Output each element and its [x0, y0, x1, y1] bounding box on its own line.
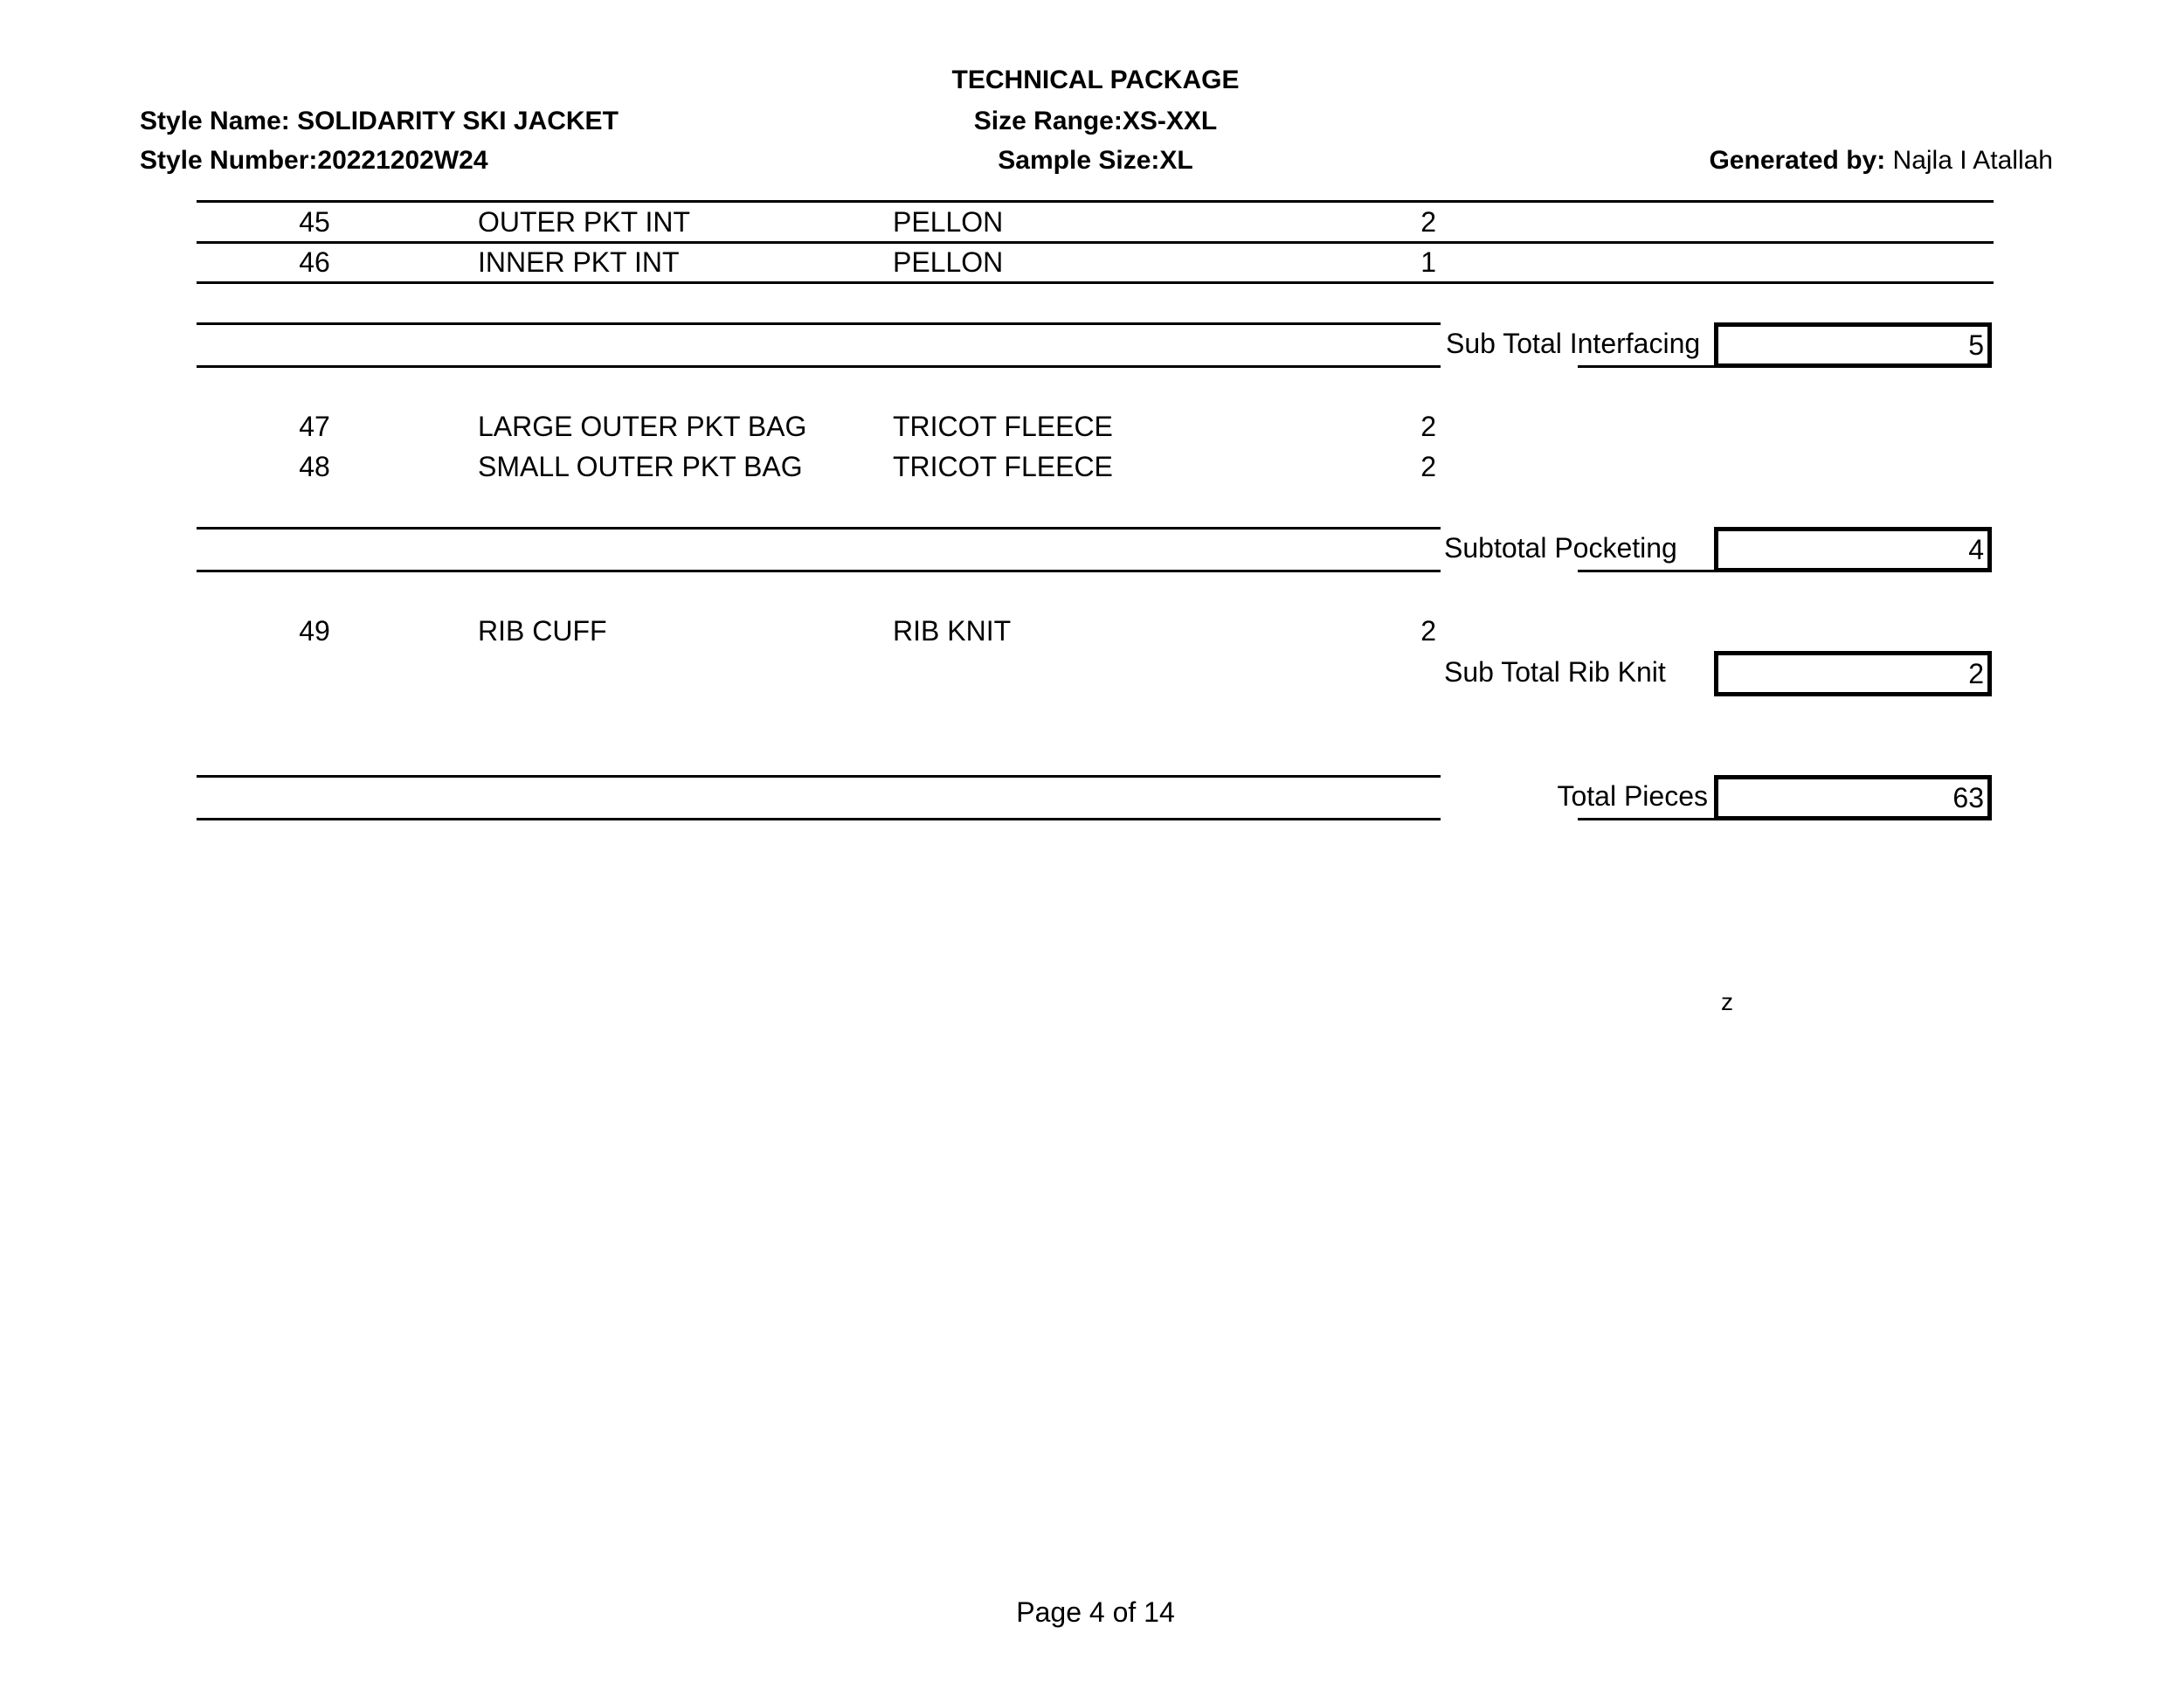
total-pieces-label: Total Pieces: [1557, 780, 1708, 812]
subtotal-pocketing-label: Subtotal Pocketing: [1444, 532, 1677, 564]
subtotal-rib-value: 2: [1714, 651, 1992, 696]
table-row-material: PELLON: [893, 246, 1004, 278]
style-number: Style Number:20221202W24: [140, 146, 488, 175]
table-row-piece: LARGE OUTER PKT BAG: [478, 411, 807, 442]
table-row-piece: OUTER PKT INT: [478, 206, 690, 238]
table-row-material: TRICOT FLEECE: [893, 411, 1113, 442]
sample-size: Sample Size:XL: [998, 146, 1193, 175]
generated-by-label: Generated by:: [1709, 146, 1886, 175]
document-title: TECHNICAL PACKAGE: [951, 66, 1240, 94]
generated-by-value: Najla I Atallah: [1892, 146, 2053, 175]
row-rule: [197, 241, 1994, 244]
table-row-qty: 1: [1420, 246, 1436, 278]
total-rule-bottom: [197, 818, 1441, 820]
total-pieces-value: 63: [1714, 775, 1992, 820]
table-row-material: PELLON: [893, 206, 1004, 238]
table-row-material: RIB KNIT: [893, 615, 1012, 647]
table-row-number: 48: [299, 451, 330, 482]
subtotal-interfacing-label: Sub Total Interfacing: [1446, 328, 1701, 359]
subtotal-label-underline: [1578, 570, 1716, 572]
table-row-number: 49: [299, 615, 330, 647]
subtotal-pocketing-value: 4: [1714, 527, 1992, 572]
subtotal-rule-bottom: [197, 570, 1441, 572]
subtotal-rib-label: Sub Total Rib Knit: [1444, 656, 1666, 688]
table-row-qty: 2: [1420, 206, 1436, 238]
subtotal-rule-top: [197, 322, 1441, 325]
table-row-material: TRICOT FLEECE: [893, 451, 1113, 482]
table-row-number: 47: [299, 411, 330, 442]
total-rule-top: [197, 775, 1441, 778]
stray-mark: z: [1721, 988, 1733, 1015]
total-label-underline: [1578, 818, 1716, 820]
subtotal-label-underline: [1578, 365, 1716, 368]
table-row-qty: 2: [1420, 615, 1436, 647]
table-row-qty: 2: [1420, 451, 1436, 482]
table-row-number: 45: [299, 206, 330, 238]
subtotal-interfacing-value: 5: [1714, 322, 1992, 368]
table-top-rule: [197, 200, 1994, 203]
table-row-piece: RIB CUFF: [478, 615, 607, 647]
size-range: Size Range:XS-XXL: [973, 107, 1218, 135]
table-row-number: 46: [299, 246, 330, 278]
table-row-qty: 2: [1420, 411, 1436, 442]
subtotal-rule-top: [197, 527, 1441, 530]
table-row-piece: SMALL OUTER PKT BAG: [478, 451, 803, 482]
row-rule: [197, 281, 1994, 284]
table-row-piece: INNER PKT INT: [478, 246, 680, 278]
subtotal-rule-bottom: [197, 365, 1441, 368]
style-name: Style Name: SOLIDARITY SKI JACKET: [140, 107, 619, 135]
generated-by: [1709, 145, 2053, 177]
page-number: Page 4 of 14: [1016, 1596, 1175, 1628]
